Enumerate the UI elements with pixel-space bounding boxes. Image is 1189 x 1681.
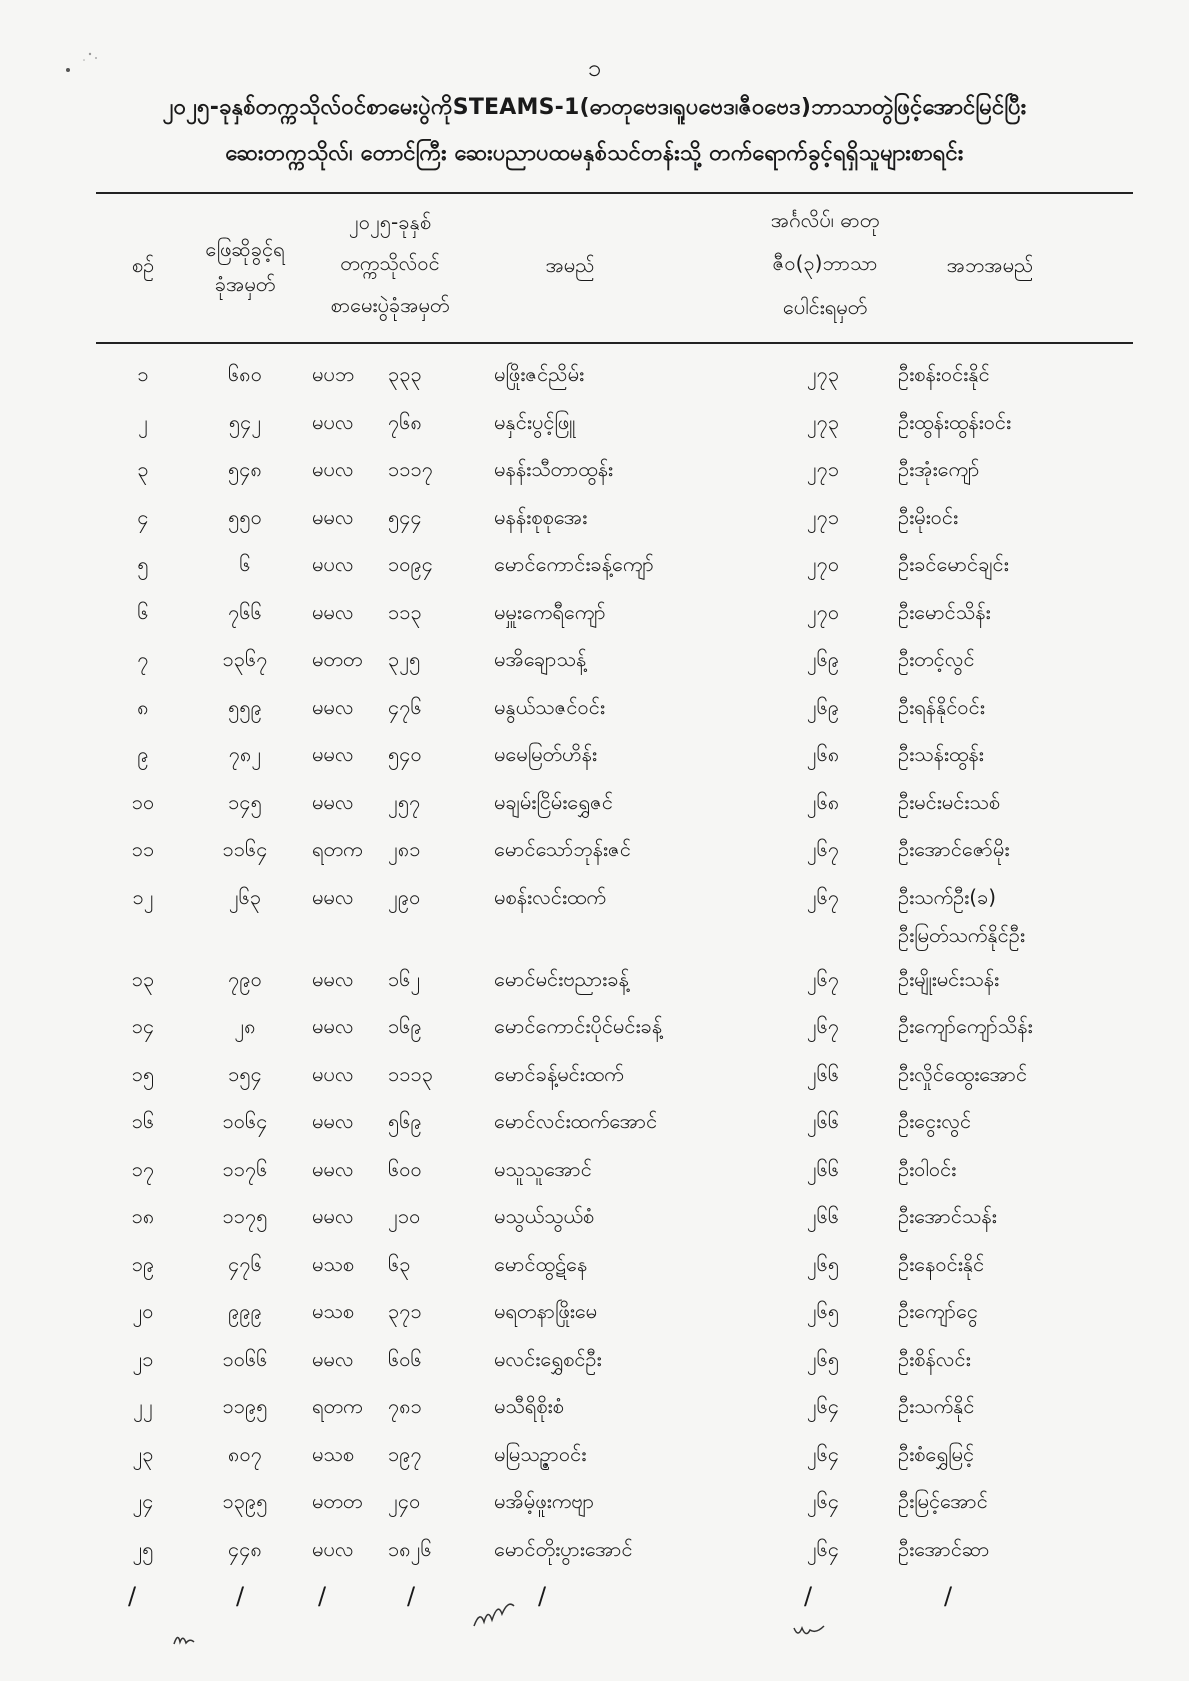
page-number: ၁ xyxy=(587,54,602,82)
row-number: ၁၆ xyxy=(131,1109,155,1133)
table-row xyxy=(0,637,1189,685)
total-marks: ၂၆၄ xyxy=(806,1441,840,1466)
admission-seat-number: ၁၃၆၇ xyxy=(222,647,268,671)
student-name: မနွယ်သဇင်ဝင်း xyxy=(494,694,605,719)
admission-seat-number: ၁၁၆၄ xyxy=(222,837,268,861)
exam-seat-prefix: ရတက xyxy=(312,837,363,861)
header-code-line-1: ဖြေဆိုခွင့်ရ xyxy=(205,237,285,261)
row-number: ၁၃ xyxy=(131,966,155,991)
header-marks-line-1: အင်္ဂလိပ်၊ ဓာတု xyxy=(770,208,880,232)
table-row xyxy=(0,875,1189,957)
row-number: ၁၈ xyxy=(131,1204,155,1228)
admission-seat-number: ၁၃၉၅ xyxy=(222,1489,268,1513)
student-name: မမြသဉ္ဇာဝင်း xyxy=(494,1441,587,1466)
exam-seat-number: ၁၁၁၃ xyxy=(388,1061,433,1086)
table-row xyxy=(0,1147,1189,1195)
table-row xyxy=(0,957,1189,1005)
total-marks: ၂၆၆ xyxy=(806,1156,840,1181)
slash-mark: / xyxy=(804,1582,813,1610)
table-row xyxy=(0,1479,1189,1527)
student-name: မောင်လင်းထက်အောင် xyxy=(494,1109,658,1133)
exam-seat-prefix: မပလ xyxy=(312,552,354,576)
admission-seat-number: ၁၁၉၅ xyxy=(222,1394,268,1418)
admission-seat-number: ၁၀၆၄ xyxy=(222,1109,268,1133)
exam-seat-prefix: မတတ xyxy=(312,1489,363,1513)
total-marks: ၂၇၀ xyxy=(806,552,840,576)
table-row xyxy=(0,1337,1189,1385)
total-marks: ၂၆၅ xyxy=(806,1251,840,1276)
admission-seat-number: ၁၄၅ xyxy=(228,789,262,814)
father-name: ဦးအောင်ဇော်မိုး xyxy=(898,837,1010,861)
row-number: ၃ xyxy=(137,457,149,481)
exam-seat-prefix: မမလ xyxy=(312,694,354,719)
header-exam-line-1: ၂၀၂၅-ခုနှစ် xyxy=(348,210,432,234)
table-row xyxy=(0,447,1189,495)
exam-seat-prefix: မမလ xyxy=(312,789,354,814)
admission-seat-number: ၂၆၃ xyxy=(228,884,262,909)
student-name: မလင်းရွှေစင်ဦး xyxy=(494,1346,602,1371)
row-number: ၁၁ xyxy=(131,837,155,861)
student-name: မောင်ကောင်းပိုင်မင်းခန့် xyxy=(494,1014,663,1038)
table-row xyxy=(0,1099,1189,1147)
father-name: ဦးသက်ဦး(ခ) xyxy=(898,884,997,909)
father-name: ဦးကျော်ကျော်သိန်း xyxy=(898,1014,1033,1038)
exam-seat-prefix: မမလ xyxy=(312,966,354,991)
handwritten-initials-2 xyxy=(472,1596,518,1634)
row-number: ၁ xyxy=(137,362,149,386)
table-row xyxy=(0,732,1189,780)
father-name: ဦးလှိုင်ထွေးအောင် xyxy=(898,1061,1028,1086)
exam-seat-prefix: မသစ xyxy=(312,1251,355,1276)
header-marks-line-2: ဇီဝ(၃)ဘာသာ xyxy=(772,251,878,275)
exam-seat-number: ၂၁၀ xyxy=(388,1204,421,1228)
exam-seat-prefix: မသစ xyxy=(312,1441,355,1466)
exam-seat-number: ၅၄၀ xyxy=(388,742,422,766)
father-name: ဦးစန်းဝင်းနိုင် xyxy=(898,362,990,386)
row-number: ၁၂ xyxy=(132,884,154,909)
admission-seat-number: ၇၉၀ xyxy=(228,966,262,991)
exam-seat-prefix: မမလ xyxy=(312,884,354,909)
father-name: ဦးမိုးဝင်း xyxy=(898,504,959,529)
exam-seat-number: ၃၂၅ xyxy=(388,647,421,671)
student-name: မအိမ့်ဖူးကဗျာ xyxy=(494,1489,595,1513)
handwritten-initials-1 xyxy=(172,1630,200,1652)
row-number: ၂ xyxy=(138,409,148,434)
closing-slashes xyxy=(0,1582,1189,1622)
row-number: ၉ xyxy=(137,742,149,766)
slash-mark: / xyxy=(538,1582,547,1610)
exam-seat-prefix: မမလ xyxy=(312,1346,354,1371)
total-marks: ၂၆၈ xyxy=(806,742,840,766)
slash-mark: / xyxy=(318,1582,327,1610)
student-name: မမေမြတ်ဟိန်း xyxy=(494,742,597,766)
exam-seat-number: ၁၁၃ xyxy=(388,599,422,624)
exam-seat-number: ၂၄၀ xyxy=(388,1489,421,1513)
table-body xyxy=(0,352,1189,1574)
student-name: မမှူးကေရီကျော် xyxy=(494,599,606,624)
exam-seat-prefix: မမလ xyxy=(312,1109,354,1133)
document-title-line-1: ၂၀၂၅-ခုနှစ်တက္ကသိုလ်ဝင်စာမေးပွဲကိုSTEAMS-1(ဓာတုဗေဒ၊ရူပဗေဒ၊ဇီဝဗေဒ)ဘာသာတွဲဖြင့်အောင်မြင်ပြီး xyxy=(162,95,1027,120)
table-row xyxy=(0,590,1189,638)
total-marks: ၂၆၅ xyxy=(806,1346,840,1371)
header-no: စဉ် xyxy=(131,253,155,277)
handwritten-initials-3 xyxy=(792,1618,828,1644)
father-name: ဦးတင့်လွင် xyxy=(898,647,975,671)
father-name: ဦးသက်နိုင် xyxy=(898,1394,975,1418)
table-row xyxy=(0,1289,1189,1337)
header-name: အမည် xyxy=(545,253,595,277)
table-row xyxy=(0,1242,1189,1290)
student-name: မဖြိုးဇင်ညိမ်း xyxy=(494,362,585,386)
header-exam-line-3: စာမေးပွဲခုံအမှတ် xyxy=(330,293,450,317)
exam-seat-number: ၅၆၉ xyxy=(388,1109,422,1133)
student-name: မသီရိစိုးစံ xyxy=(494,1394,564,1418)
student-name: မနန်းစုစုအေး xyxy=(494,504,588,529)
father-name: ဦးငွေးလွင် xyxy=(898,1109,972,1133)
row-number: ၂၀ xyxy=(132,1299,154,1323)
row-number: ၁၉ xyxy=(131,1251,155,1276)
student-name: မောင်ကောင်းခန့်ကျော် xyxy=(494,552,654,576)
total-marks: ၂၇၀ xyxy=(806,599,840,624)
total-marks: ၂၆၇ xyxy=(806,966,840,991)
exam-seat-number: ၁၀၉၄ xyxy=(388,552,433,576)
exam-seat-number: ၆၀၆ xyxy=(388,1346,422,1371)
header-code-line-2: ခုံအမှတ် xyxy=(214,272,276,296)
exam-seat-number: ၁၆၂ xyxy=(388,966,421,991)
father-name: ဦးအောင်ဆာ xyxy=(898,1536,990,1561)
table-header-rule xyxy=(96,342,1133,344)
exam-seat-number: ၁၉၇ xyxy=(388,1441,422,1466)
total-marks: ၂၇၃ xyxy=(806,409,840,434)
header-exam-line-2: တက္ကသိုလ်ဝင် xyxy=(340,251,440,275)
row-number: ၂၃ xyxy=(132,1441,154,1466)
student-name: မရတနာဖြိုးမေ xyxy=(494,1299,598,1323)
exam-seat-number: ၂၈၁ xyxy=(388,837,421,861)
row-number: ၅ xyxy=(137,552,149,576)
father-name: ဦးမျိုးမင်းသန်း xyxy=(898,966,1000,991)
exam-seat-prefix: မမလ xyxy=(312,599,354,624)
table-row xyxy=(0,1004,1189,1052)
total-marks: ၂၆၇ xyxy=(806,884,840,909)
admission-seat-number: ၁၀၆၆ xyxy=(222,1346,268,1371)
exam-seat-prefix: မသစ xyxy=(312,1299,355,1323)
total-marks: ၂၆၄ xyxy=(806,1536,840,1561)
row-number: ၈ xyxy=(137,694,149,719)
total-marks: ၂၇၁ xyxy=(806,504,840,529)
row-number: ၂၂ xyxy=(133,1394,153,1418)
table-row xyxy=(0,685,1189,733)
father-name: ဦးမောင်သိန်း xyxy=(898,599,991,624)
student-name: မအိချောသန့် xyxy=(494,647,587,671)
exam-seat-number: ၆၀၀ xyxy=(388,1156,422,1181)
header-father: အဘအမည် xyxy=(946,253,1034,277)
student-name: မောင်ခန့်မင်းထက် xyxy=(494,1061,624,1086)
exam-seat-prefix: မမလ xyxy=(312,1156,354,1181)
exam-seat-number: ၃၃၃ xyxy=(388,362,422,386)
admission-seat-number: ၂၈ xyxy=(234,1014,256,1038)
exam-seat-prefix: မတတ xyxy=(312,647,363,671)
exam-seat-prefix: မပလ xyxy=(312,409,354,434)
admission-seat-number: ၅၄၂ xyxy=(228,409,262,434)
header-marks-line-3: ပေါင်းရမှတ် xyxy=(782,295,868,319)
student-name: မနှင်းပွင့်ဖြူ xyxy=(494,409,575,434)
student-name: မောင်တိုးပွားအောင် xyxy=(494,1536,633,1561)
total-marks: ၂၆၈ xyxy=(806,789,840,814)
row-number: ၆ xyxy=(137,599,149,624)
table-row xyxy=(0,352,1189,400)
total-marks: ၂၆၇ xyxy=(806,837,840,861)
student-name: မသူသူအောင် xyxy=(494,1156,592,1181)
table-row xyxy=(0,1432,1189,1480)
student-name: မောင်ထွဋ်နေ xyxy=(494,1251,588,1276)
student-name: မနန်းသီတာထွန်း xyxy=(494,457,614,481)
admission-seat-number: ၆၈၀ xyxy=(228,362,262,386)
father-name: ဦးမင်းမင်းသစ် xyxy=(898,789,1000,814)
father-name: ဦးထွန်းထွန်းဝင်း xyxy=(898,409,1012,434)
total-marks: ၂၇၁ xyxy=(806,457,840,481)
admission-seat-number: ၅၅၀ xyxy=(228,504,262,529)
student-name: မောင်သော်ဘုန်းဇင် xyxy=(494,837,631,861)
row-number: ၇ xyxy=(137,647,149,671)
exam-seat-prefix: မမလ xyxy=(312,742,354,766)
table-top-rule xyxy=(96,192,1133,194)
exam-seat-prefix: မပလ xyxy=(312,1061,354,1086)
slash-mark: / xyxy=(407,1582,416,1610)
total-marks: ၂၇၃ xyxy=(806,362,840,386)
father-name: ဦးဝါဝင်း xyxy=(898,1156,957,1181)
father-name: ဦးကျော်ငွေ xyxy=(898,1299,978,1323)
admission-seat-number: ၁၅၄ xyxy=(228,1061,262,1086)
admission-seat-number: ၄၇၆ xyxy=(228,1251,262,1276)
row-number: ၁၅ xyxy=(131,1061,155,1086)
total-marks: ၂၆၄ xyxy=(806,1489,840,1513)
exam-seat-prefix: မပလ xyxy=(312,457,354,481)
exam-seat-prefix: မပလ xyxy=(312,1536,354,1561)
total-marks: ၂၆၆ xyxy=(806,1204,840,1228)
admission-seat-number: ၇၈၂ xyxy=(228,742,262,766)
father-name: ဦးအုံးကျော် xyxy=(898,457,980,481)
table-row xyxy=(0,1527,1189,1575)
admission-seat-number: ၆ xyxy=(239,552,251,576)
slash-mark: / xyxy=(128,1582,137,1610)
father-name: ဦးမြင့်အောင် xyxy=(898,1489,988,1513)
father-name-alias: ဦးမြတ်သက်နိုင်ဦး xyxy=(898,922,1025,947)
father-name: ဦးစိန်လင်း xyxy=(898,1346,971,1371)
total-marks: ၂၆၆ xyxy=(806,1109,840,1133)
admission-seat-number: ၁၁၇၅ xyxy=(222,1204,268,1228)
exam-seat-number: ၅၄၄ xyxy=(388,504,422,529)
total-marks: ၂၆၉ xyxy=(806,694,840,719)
row-number: ၂၅ xyxy=(132,1536,154,1561)
exam-seat-number: ၁၈၂၆ xyxy=(388,1536,432,1561)
admission-seat-number: ၇၆၆ xyxy=(228,599,262,624)
exam-seat-number: ၄၇၆ xyxy=(388,694,422,719)
row-number: ၁၄ xyxy=(131,1014,155,1038)
total-marks: ၂၆၄ xyxy=(806,1394,840,1418)
admission-seat-number: ၉၉၉ xyxy=(228,1299,262,1323)
table-row xyxy=(0,827,1189,875)
father-name: ဦးစံရွှေမြင့် xyxy=(898,1441,975,1466)
row-number: ၂၄ xyxy=(132,1489,154,1513)
exam-seat-prefix: မပဘ xyxy=(312,362,355,386)
row-number: ၄ xyxy=(137,504,149,529)
exam-seat-number: ၇၆၈ xyxy=(388,409,422,434)
admission-seat-number: ၅၅၉ xyxy=(228,694,262,719)
table-row xyxy=(0,1194,1189,1242)
total-marks: ၂၆၇ xyxy=(806,1014,840,1038)
row-number: ၂၁ xyxy=(132,1346,154,1371)
exam-seat-prefix: ရတက xyxy=(312,1394,363,1418)
exam-seat-prefix: မမလ xyxy=(312,504,354,529)
exam-seat-number: ၂၅၇ xyxy=(388,789,421,814)
table-row xyxy=(0,542,1189,590)
table-row xyxy=(0,1052,1189,1100)
total-marks: ၂၆၉ xyxy=(806,647,840,671)
exam-seat-number: ၃၇၁ xyxy=(388,1299,422,1323)
father-name: ဦးရန်နိုင်ဝင်း xyxy=(898,694,985,719)
student-name: မသွယ်သွယ်စံ xyxy=(494,1204,595,1228)
exam-seat-number: ၂၉၀ xyxy=(388,884,421,909)
exam-seat-number: ၆၃ xyxy=(388,1251,411,1276)
document-title-line-2: ဆေးတက္ကသိုလ်၊ တောင်ကြီး ဆေးပညာပထမနှစ်သင်တန်းသို့ တက်ရောက်ခွင့်ရရှိသူများစာရင်း xyxy=(225,141,964,166)
row-number: ၁၇ xyxy=(131,1156,155,1181)
total-marks: ၂၆၅ xyxy=(806,1299,840,1323)
table-row xyxy=(0,400,1189,448)
father-name: ဦးအောင်သန်း xyxy=(898,1204,997,1228)
exam-seat-number: ၁၁၁၇ xyxy=(388,457,433,481)
father-name: ဦးနေဝင်းနိုင် xyxy=(898,1251,985,1276)
exam-seat-number: ၁၆၉ xyxy=(388,1014,422,1038)
student-name: မောင်မင်းဗညားခန့် xyxy=(494,966,629,991)
exam-seat-prefix: မမလ xyxy=(312,1204,354,1228)
student-name: မချမ်းငြိမ်းရွှေဇင် xyxy=(494,789,614,814)
admission-seat-number: ၅၄၈ xyxy=(228,457,262,481)
row-number: ၁၀ xyxy=(131,789,155,814)
exam-seat-number: ၇၈၁ xyxy=(388,1394,422,1418)
admission-seat-number: ၄၄၈ xyxy=(228,1536,262,1561)
student-name: မစန်းလင်းထက် xyxy=(494,884,606,909)
admission-seat-number: ၁၁၇၆ xyxy=(222,1156,268,1181)
slash-mark: / xyxy=(944,1582,953,1610)
father-name: ဦးခင်မောင်ချင်း xyxy=(898,552,1009,576)
table-row xyxy=(0,495,1189,543)
table-row xyxy=(0,1384,1189,1432)
exam-seat-prefix: မမလ xyxy=(312,1014,354,1038)
table-row xyxy=(0,780,1189,828)
admission-seat-number: ၈၀၇ xyxy=(228,1441,262,1466)
slash-mark: / xyxy=(236,1582,245,1610)
total-marks: ၂၆၆ xyxy=(806,1061,840,1086)
father-name: ဦးသန်းထွန်း xyxy=(898,742,984,766)
